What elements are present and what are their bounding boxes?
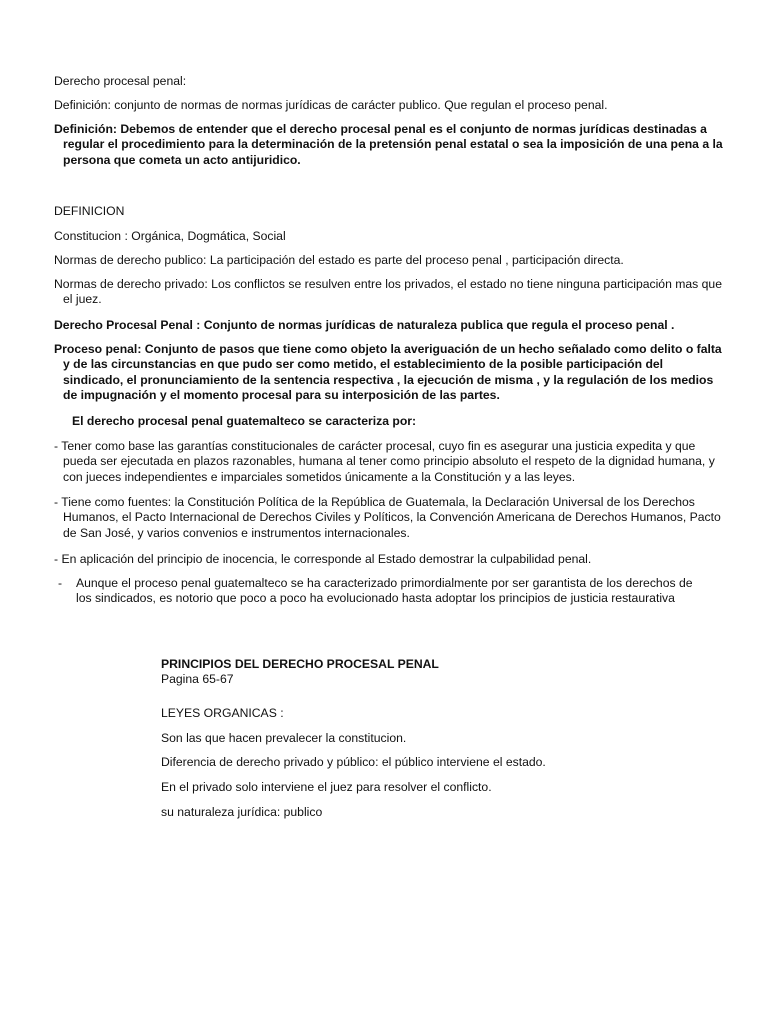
leyes-heading: LEYES ORGANICAS : <box>161 706 284 720</box>
bullet-4-text: Aunque el proceso penal guatemalteco se ha caracterizado primordialmente por ser garantista de los derechos de los sindicados, es notorio que poco a poco ha evolucionado hasta adoptar los principios de justicia restaurativa <box>76 576 693 606</box>
leyes-line-1: Son las que hacen prevalecer la constitucion. <box>161 731 407 745</box>
leyes-line-4: su naturaleza jurídica: publico <box>161 805 323 819</box>
proceso-penal-def: Proceso penal: Conjunto de pasos que tiene como objeto la averiguación de un hecho señalado como delito o falta y de las circunstancias en que pudo ser como metido, el establecimiento de la posible participación del sindicado, el pronunciamiento de la sentencia respectiva , la ejecución de misma , y la regulación de los medios de impugnación y el momento procesal para su interposición de las partes. <box>54 342 722 403</box>
normas-publico: Normas de derecho publico: La participación del estado es parte del proceso penal , participación directa. <box>54 253 624 267</box>
definicion-heading: DEFINICION <box>54 204 125 218</box>
doc-title: Derecho procesal penal: <box>54 74 187 88</box>
bullet-4-dash: - <box>58 576 63 590</box>
definition-1: Definición: conjunto de normas de normas jurídicas de carácter publico. Que regulan el proceso penal. <box>54 98 608 112</box>
principios-heading: PRINCIPIOS DEL DERECHO PROCESAL PENAL <box>161 657 439 671</box>
normas-privado: Normas de derecho privado: Los conflictos se resulven entre los privados, el estado no tiene ninguna participación mas que el juez. <box>54 277 722 307</box>
leyes-line-2: Diferencia de derecho privado y público: el público interviene el estado. <box>161 755 546 769</box>
leyes-line-3: En el privado solo interviene el juez para resolver el conflicto. <box>161 780 492 794</box>
pagina-ref: Pagina 65-67 <box>161 672 234 686</box>
bullet-2: - Tiene como fuentes: la Constitución Política de la República de Guatemala, la Declaración Universal de los Derechos Humanos, el Pacto Internacional de Derechos Civiles y Políticos, la Convención Americana de Derechos Humanos, Pacto de San José, y varios convenios e instrumentos internacionales. <box>54 495 721 540</box>
caracteriza-heading: El derecho procesal penal guatemalteco se caracteriza por: <box>72 414 417 428</box>
bullet-4 <box>54 576 714 624</box>
derecho-procesal-penal-def: Derecho Procesal Penal : Conjunto de normas jurídicas de naturaleza publica que regula el proceso penal . <box>54 318 675 332</box>
bullet-1: - Tener como base las garantías constitucionales de carácter procesal, cuyo fin es asegurar una justicia expedita y que pueda ser ejecutada en plazos razonables, humana al tener como principio absoluto el respeto de la dignidad humana, y con jueces independientes e imparciales sometidos únicamente a la Constitución y a las leyes. <box>54 439 715 484</box>
definition-2: Definición: Debemos de entender que el derecho procesal penal es el conjunto de normas jurídicas destinadas a regular el procedimiento para la determinación de la pretensión penal estatal o sea la imposición de una pena a la persona que cometa un acto antijuridico. <box>54 122 723 167</box>
bullet-3: - En aplicación del principio de inocencia, le corresponde al Estado demostrar la culpabilidad penal. <box>54 552 592 566</box>
constitucion-line: Constitucion : Orgánica, Dogmática, Social <box>54 229 286 243</box>
